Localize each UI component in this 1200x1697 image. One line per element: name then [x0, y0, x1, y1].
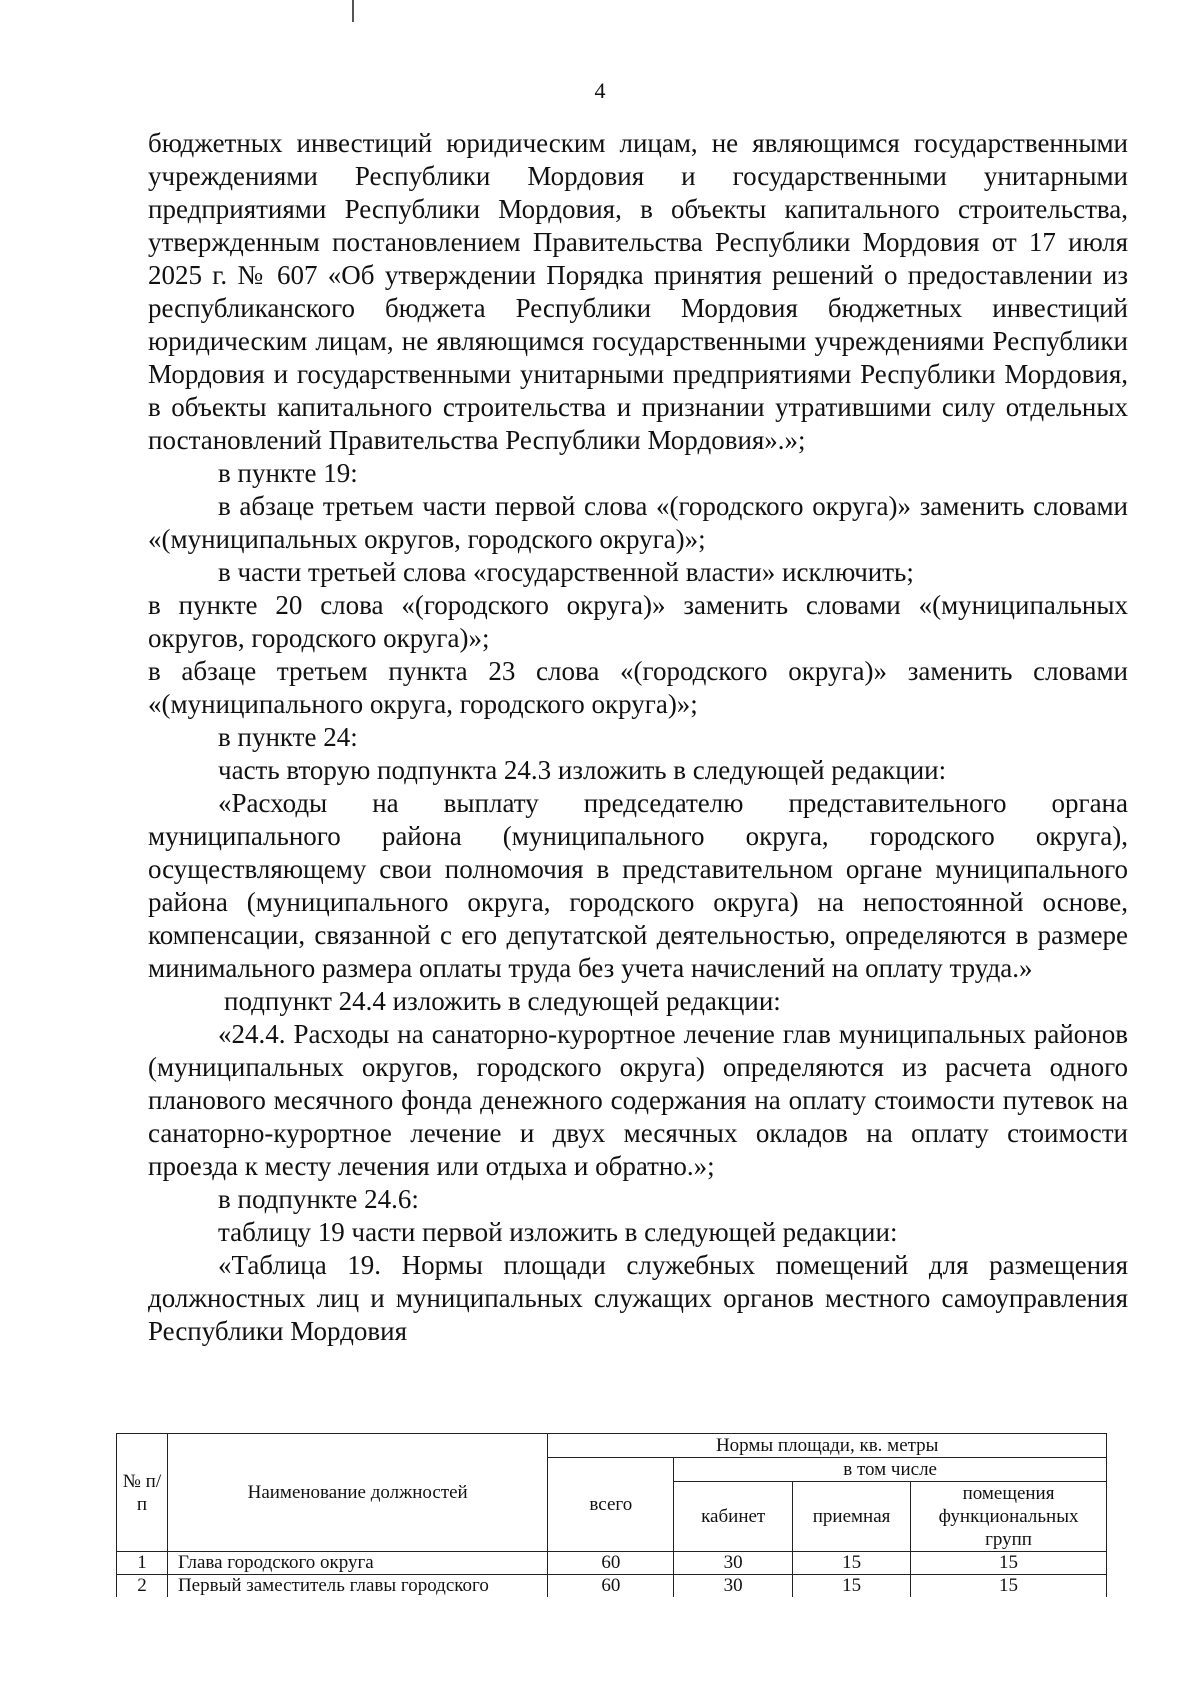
paragraph: в абзаце третьем пункта 23 слова «(городского округа)» заменить словами «(муниципального округа, городского округа)»; [148, 656, 1128, 719]
table-row [117, 1552, 1107, 1575]
header-cabinet: кабинет [674, 1482, 793, 1552]
paragraph: в пункте 24: [218, 722, 358, 752]
cell-total: 60 [548, 1575, 674, 1598]
paragraph: в пункте 19: [218, 458, 358, 488]
paragraph: в подпункте 24.6: [218, 1184, 419, 1214]
document-body [148, 127, 1128, 1348]
cell-total: 60 [548, 1552, 674, 1575]
cell-functional: 15 [911, 1552, 1107, 1575]
cell-cabinet: 30 [674, 1552, 793, 1575]
paragraph: в абзаце третьем части первой слова «(городского округа)» заменить словами «(муниципальных округов, городского округа)»; [148, 491, 1128, 554]
paragraph: в пункте 20 слова «(городского округа)» заменить словами «(муниципальных округов, городского округа)»; [148, 590, 1128, 653]
cell-name: Первый заместитель главы городского [167, 1575, 547, 1598]
paragraph: «24.4. Расходы на санаторно-курортное лечение глав муниципальных районов (муниципальных округов, городского округа) определяются из расчета одного планового месячного фонда денежного содержания на оплату стоимости путевок на санаторно-курортное лечение и двух месячных окладов на оплату стоимости проезда к месту лечения или отдыха и обратно.»; [148, 1019, 1128, 1181]
cell-reception: 15 [793, 1552, 911, 1575]
header-including: в том числе [674, 1458, 1107, 1482]
header-reception: приемная [793, 1482, 911, 1552]
header-norms: Нормы площади, кв. метры [548, 1434, 1107, 1458]
header-functional: помещения функциональных групп [911, 1482, 1107, 1552]
paragraph: «Таблица 19. Нормы площади служебных помещений для размещения должностных лиц и муниципальных служащих органов местного самоуправления Республики Мордовия [148, 1250, 1128, 1346]
paragraph: в части третьей слова «государственной власти» исключить; [218, 557, 914, 587]
paragraph: «Расходы на выплату председателю представительного органа муниципального района (муниципального округа, городского округа), осуществляющему свои полномочия в представительном органе муниципального района (муниципального округа, городского округа) на непостоянной основе, компенсации, связанной с его депутатской деятельностью, определяются в размере минимального размера оплаты труда без учета начислений на оплату труда.» [148, 788, 1128, 983]
cell-num: 1 [117, 1552, 168, 1575]
paragraph: подпункт 24.4 изложить в следующей редакции: [224, 986, 781, 1016]
page-number: 4 [594, 78, 606, 103]
paragraph: бюджетных инвестиций юридическим лицам, не являющимся государственными учреждениями Республики Мордовия и государственными унитарными предприятиями Республики Мордовия, в объекты капитального строительства, утвержденным постановлением Правительства Республики Мордовия от 17 июля 2025 г. № 607 «Об утверждении Порядка принятия решений о предоставлении из республиканского бюджета Республики Мордовия бюджетных инвестиций юридическим лицам, не являющимся государственными учреждениями Республики Мордовия и государственными унитарными предприятиями Республики Мордовия, в объекты капитального строительства и признании утратившими силу отдельных постановлений Правительства Республики Мордовия».»; [148, 128, 1128, 455]
paragraph: часть вторую подпункта 24.3 изложить в следующей редакции: [218, 755, 947, 785]
header-total: всего [548, 1458, 674, 1552]
paragraph: таблицу 19 части первой изложить в следующей редакции: [218, 1217, 898, 1247]
cell-cabinet: 30 [674, 1575, 793, 1598]
cell-name: Глава городского округа [167, 1552, 547, 1575]
header-num: № п/п [117, 1434, 168, 1552]
cell-num: 2 [117, 1575, 168, 1598]
scan-edge-mark [352, 0, 354, 22]
header-name: Наименование должностей [167, 1434, 547, 1552]
table-row [117, 1575, 1107, 1598]
norms-table [116, 1433, 1107, 1597]
table-body [117, 1552, 1107, 1598]
cell-reception: 15 [793, 1575, 911, 1598]
cell-functional: 15 [911, 1575, 1107, 1598]
